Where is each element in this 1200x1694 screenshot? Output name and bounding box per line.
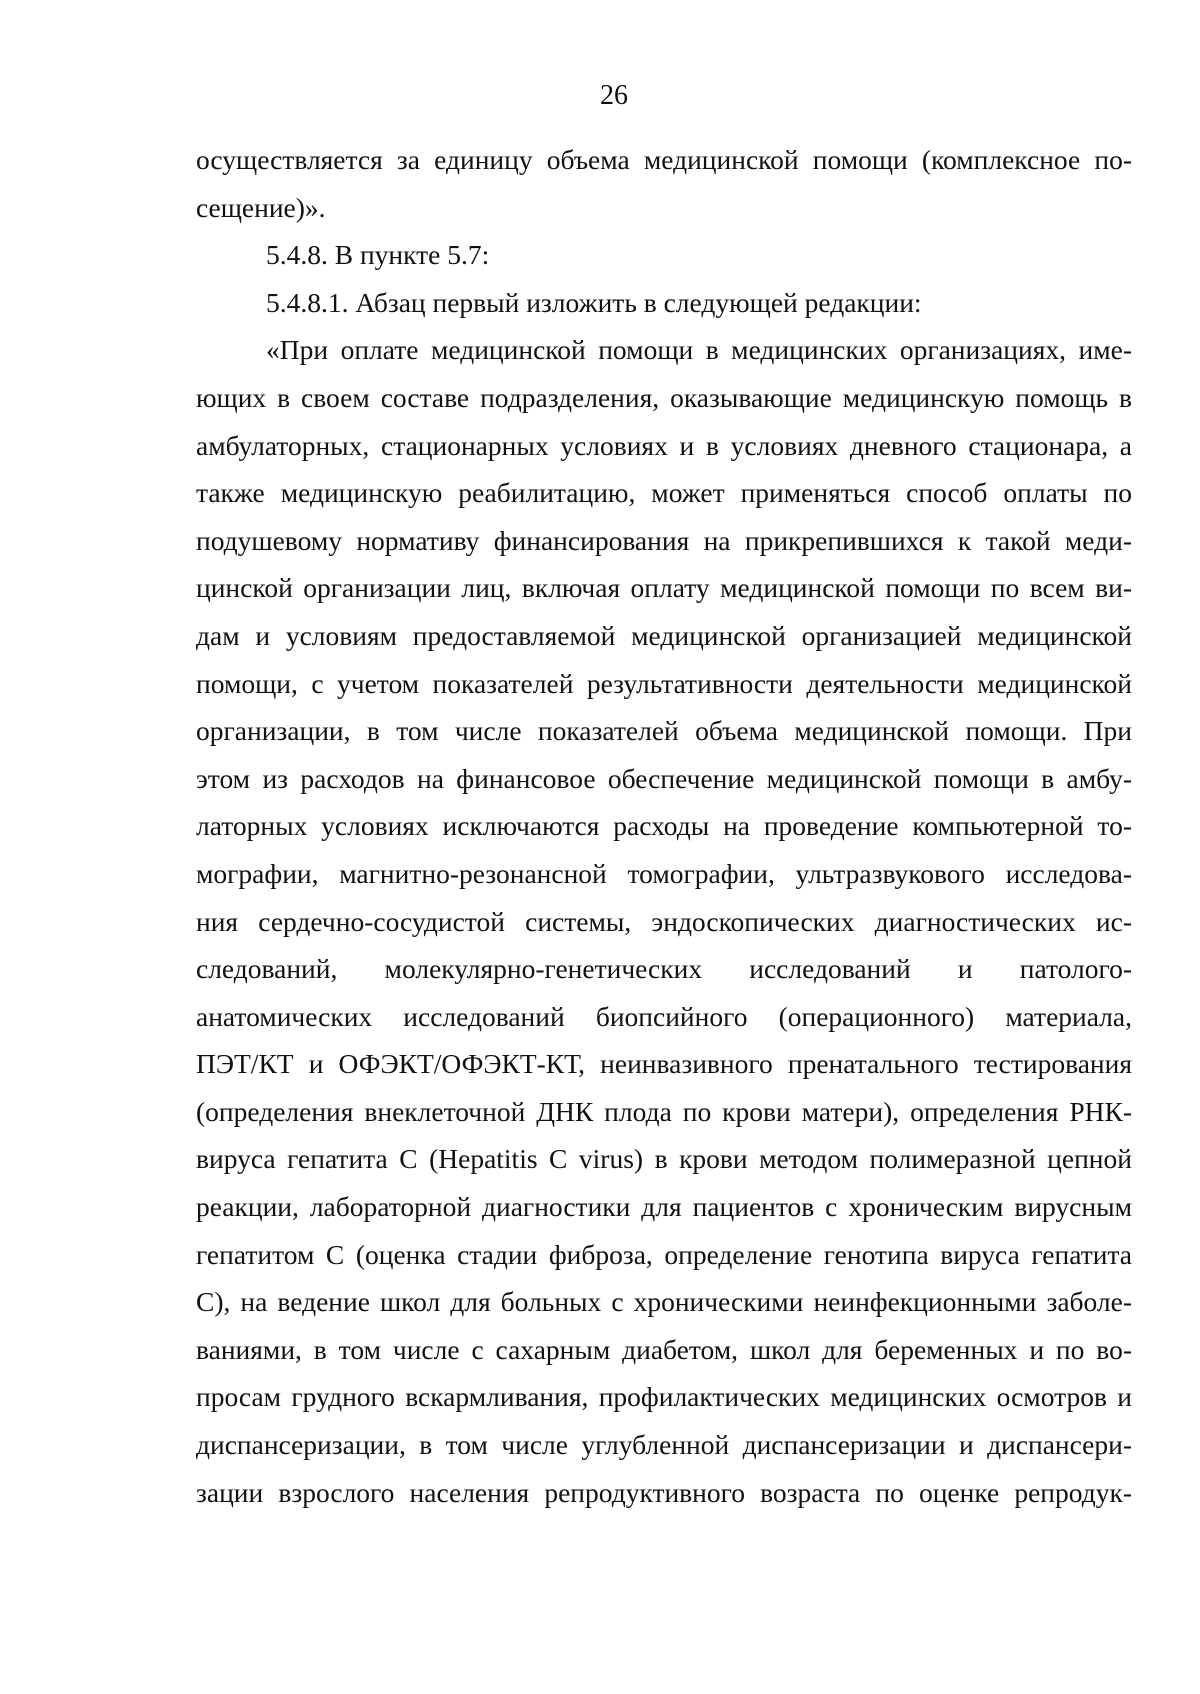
text-line: «При оплате медицинской помощи в медицинских организациях, име- <box>266 334 1132 366</box>
text-line: ПЭТ/КТ и ОФЭКТ/ОФЭКТ-КТ, неинвазивного пренатального тестирования <box>196 1048 1132 1080</box>
text-line: также медицинскую реабилитацию, может применяться способ оплаты по <box>196 477 1132 509</box>
text-line: следований, молекулярно-генетических исследований и патолого- <box>196 953 1132 985</box>
page-number: 26 <box>600 80 628 111</box>
text-line: зации взрослого населения репродуктивного возраста по оценке репродук- <box>196 1476 1132 1508</box>
text-line: анатомических исследований биопсийного (операционного) материала, <box>196 1000 1132 1032</box>
text-line: 5.4.8.1. Абзац первый изложить в следующей редакции: <box>266 286 922 318</box>
text-line: помощи, с учетом показателей результативности деятельности медицинской <box>196 667 1132 699</box>
text-line: латорных условиях исключаются расходы на проведение компьютерной то- <box>196 810 1132 842</box>
text-line: ния сердечно-сосудистой системы, эндоскопических диагностических ис- <box>196 905 1132 937</box>
text-line: подушевому нормативу финансирования на прикрепившихся к такой меди- <box>196 524 1132 556</box>
text-line: С), на ведение школ для больных с хроническими неинфекционными заболе- <box>196 1286 1132 1318</box>
text-line: гепатитом С (оценка стадии фиброза, определение генотипа вируса гепатита <box>196 1238 1132 1270</box>
text-line: сещение)». <box>196 191 326 223</box>
text-line: реакции, лабораторной диагностики для пациентов с хроническим вирусным <box>196 1191 1132 1223</box>
text-line: цинской организации лиц, включая оплату медицинской помощи по всем ви- <box>196 572 1132 604</box>
text-line: диспансеризации, в том числе углубленной диспансеризации и диспансери- <box>196 1429 1132 1461</box>
text-line: просам грудного вскармливания, профилактических медицинских осмотров и <box>196 1381 1132 1413</box>
text-line: этом из расходов на финансовое обеспечение медицинской помощи в амбу- <box>196 762 1132 794</box>
text-line: осуществляется за единицу объема медицинской помощи (комплексное по- <box>196 144 1132 175</box>
text-line: организации, в том числе показателей объема медицинской помощи. При <box>196 715 1132 747</box>
text-line: вируса гепатита С (Hepatitis C virus) в крови методом полимеразной цепной <box>196 1143 1132 1175</box>
text-line: мографии, магнитно-резонансной томографии, ультразвукового исследова- <box>196 857 1132 889</box>
text-line: 5.4.8. В пункте 5.7: <box>266 239 490 271</box>
text-line: дам и условиям предоставляемой медицинской организацией медицинской <box>196 619 1132 651</box>
text-line: амбулаторных, стационарных условиях и в условиях дневного стационара, а <box>196 429 1132 461</box>
text-line: ваниями, в том числе с сахарным диабетом, школ для беременных и по во- <box>196 1333 1132 1365</box>
text-line: ющих в своем составе подразделения, оказывающие медицинскую помощь в <box>196 381 1132 413</box>
document-body <box>196 136 1132 1516</box>
text-line: (определения внеклеточной ДНК плода по крови матери), определения РНК- <box>196 1095 1132 1127</box>
